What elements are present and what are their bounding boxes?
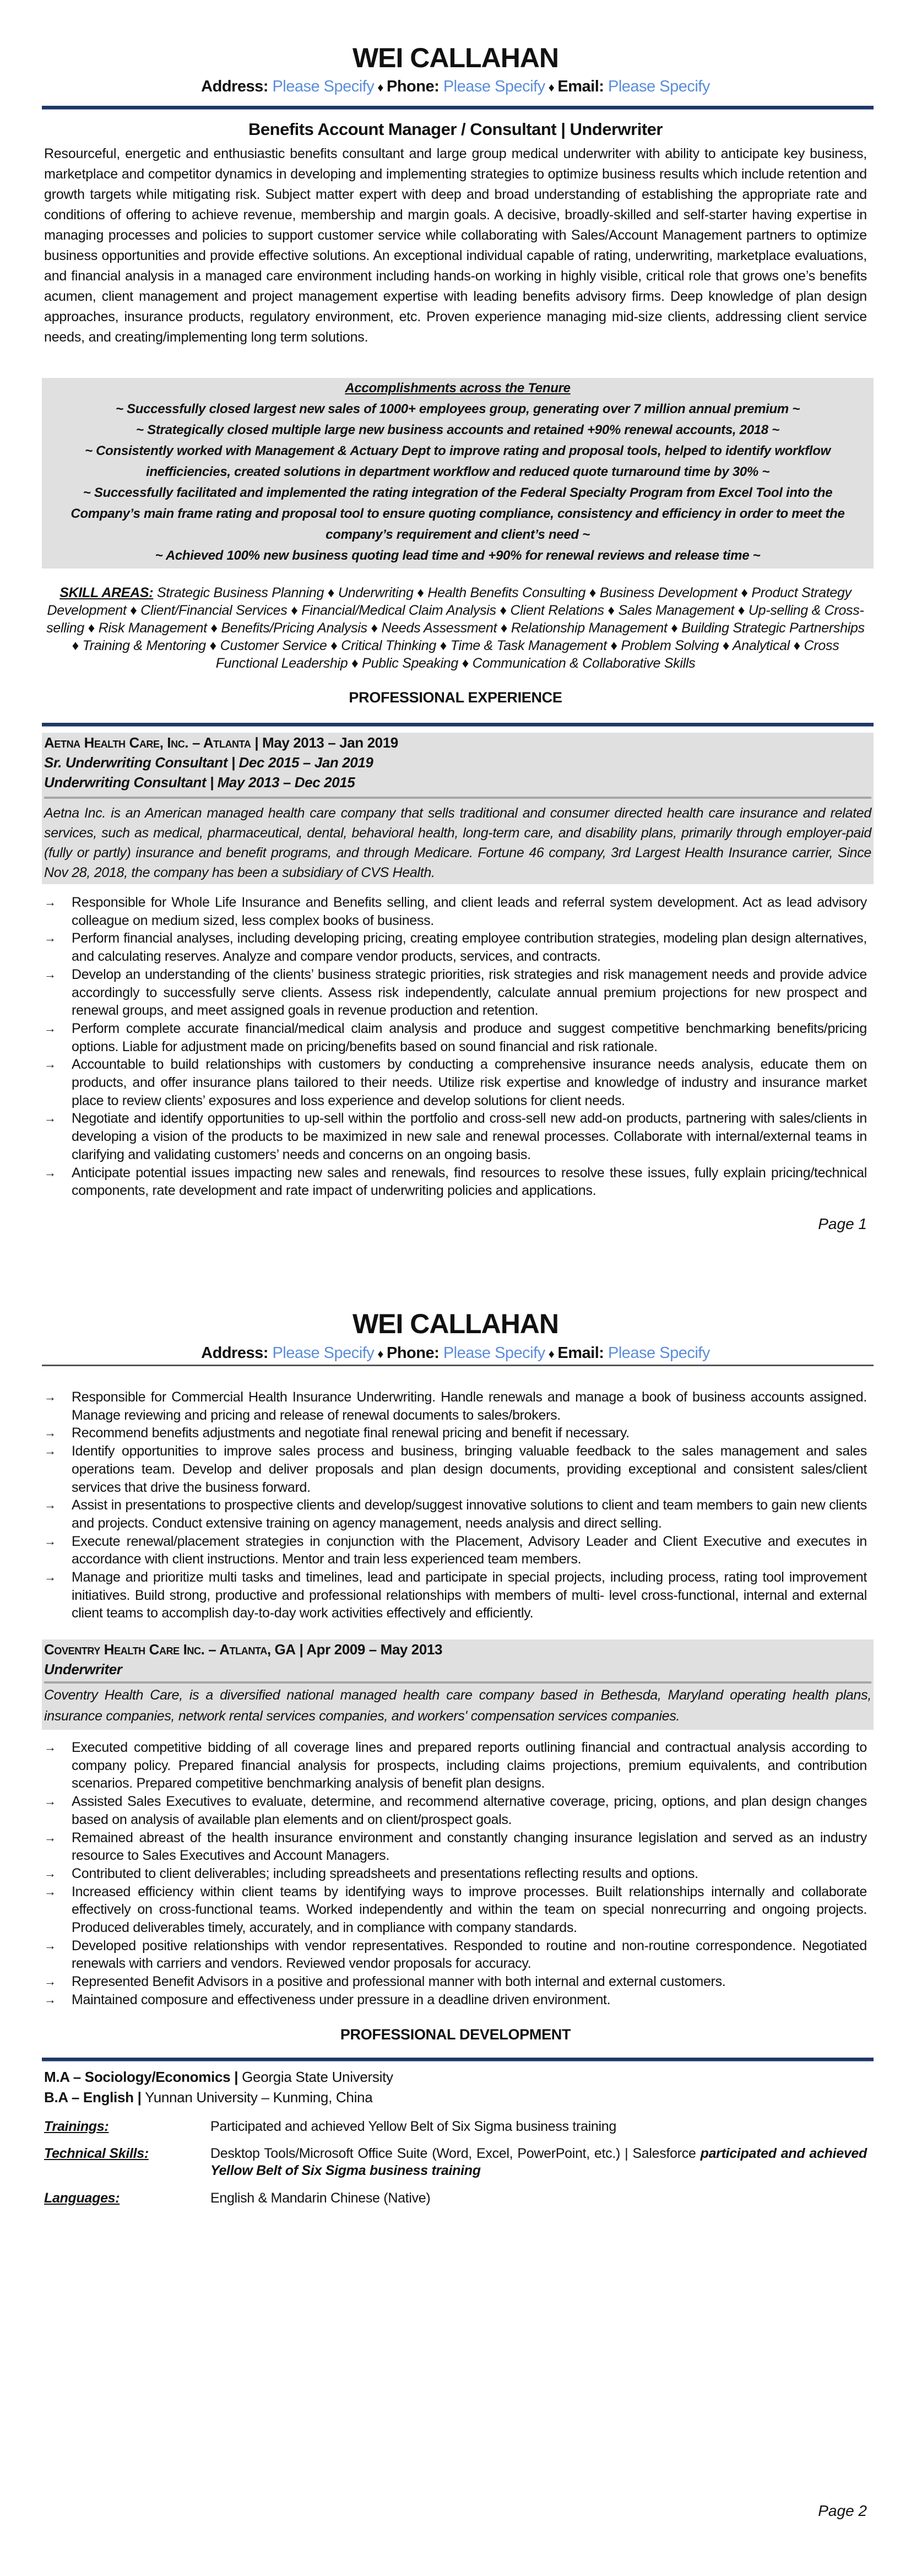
bullet-item (44, 894, 867, 929)
contact-line (44, 75, 867, 99)
bullet-item (44, 1973, 867, 1991)
candidate-name: WEI CALLAHAN (352, 42, 559, 73)
address-value: Please Specify (272, 1344, 375, 1362)
coventry-responsibilities (44, 1739, 867, 2009)
phone-label: Phone: (387, 78, 440, 95)
bullet-item (44, 1739, 867, 1793)
bullet-text: Increased efficiency within client teams by identifying ways to improve processes. Built relationships internally and collaborate effectively on cross-functional teams. Worked independently and within the team on special nonrecurring and ongoing projects. Produced deliverables timely, accurately, and in compliance with company standards. (72, 1884, 867, 1936)
bullet-item (44, 1865, 867, 1883)
bullet-text: Responsible for Whole Life Insurance and Benefits selling, and client leads and referral system development. Act as lead advisory colleague on medium sized, less complex books of business. (72, 895, 867, 928)
bullet-text: Responsible for Commercial Health Insurance Underwriting. Handle renewals and manage a book of business accounts assigned. Manage reviewing and pricing and release of renewal documents to sales/brokers. (72, 1389, 867, 1423)
education-item: M.A – Sociology/Economics | Georgia State University (44, 2069, 393, 2085)
arrow-bullet-icon: → (44, 1390, 56, 1404)
accomplishments-list (47, 399, 868, 566)
bullet-item (44, 929, 867, 965)
bullet-text: Contributed to client deliverables; including spreadsheets and presentations reflecting results and options. (72, 1865, 698, 1881)
bullet-text: Maintained composure and effectiveness under pressure in a deadline driven environment. (72, 1991, 611, 2007)
bullet-item (44, 1829, 867, 1865)
bullet-text: Assist in presentations to prospective clients and develop/suggest innovative solutions to client and team members to gain new clients and projects. Conduct extensive training on agency management, needs analysis and direct selling. (72, 1497, 867, 1531)
bullet-list (44, 1388, 867, 1622)
bullet-text: Execute renewal/placement strategies in conjunction with the Placement, Advisory Leader and Client Executive and executes in accordance with client instructions. Mentor and train less experienced team members. (72, 1533, 867, 1567)
bullet-item (44, 1937, 867, 1973)
phone-value: Please Specify (443, 1344, 545, 1362)
accomplishment-item: ~ Consistently worked with Management & Actuary Dept to improve rating and proposal tools, helped to identify workflow inefficiencies, created solutions in department workflow and reduced quote turnaround time by 30% ~ (85, 443, 831, 479)
address-label: Address: (201, 1344, 268, 1362)
job-header-divider (44, 1681, 871, 1684)
page-number: Page 2 (818, 2502, 867, 2519)
professional-headline: Benefits Account Manager / Consultant | Underwriter (248, 120, 663, 139)
arrow-bullet-icon: → (44, 1498, 56, 1512)
bullet-text: Assisted Sales Executives to evaluate, determine, and recommend alternative coverage, pricing, options, and plan design changes based on analysis of available plan elements and on client/prospect goals. (72, 1794, 867, 1827)
job-title: Underwriter (44, 1661, 122, 1677)
arrow-bullet-icon: → (44, 1794, 56, 1809)
arrow-bullet-icon: → (44, 1992, 56, 2006)
arrow-bullet-icon: → (44, 1534, 56, 1548)
header-divider (42, 106, 874, 110)
arrow-bullet-icon: → (44, 1830, 56, 1844)
technical-skills-row (44, 2145, 867, 2179)
company-description: Coventry Health Care, is a diversified national managed health care company based in Bethesda, Maryland operating health plans, insurance companies, network rental services companies, and workers' compensation services companies. (44, 1687, 871, 1724)
bullet-text: Perform financial analyses, including developing pricing, creating employee contribution strategies, modeling plan design alternatives, and calculating reserves. Analyze and compare vendor products, services, and contracts. (72, 930, 867, 965)
contact-line (44, 1342, 867, 1365)
email-label: Email: (557, 78, 604, 95)
bullet-item (44, 1020, 867, 1056)
aetna-responsibilities-continued (44, 1388, 867, 1622)
arrow-bullet-icon: → (44, 1974, 56, 1989)
bullet-item (44, 966, 867, 1020)
arrow-bullet-icon: → (44, 1165, 56, 1179)
bullet-text: Identify opportunities to improve sales process and business, bringing valuable feedback to the sales management and sales operations team. Develop and deliver proposals and plan design documents, providing exceptional and consistent sales/client services that drive the business forward. (72, 1443, 867, 1495)
phone-value: Please Specify (443, 78, 545, 95)
bullet-text: Develop an understanding of the clients’ business strategic priorities, risk strategies and risk management needs and provide advice accordingly to successfully serve clients. Assess risk independently, calculate annual premium projections for new prospect and renewal groups, and meet assigned goals in revenue production and retention. (72, 966, 867, 1019)
education-item: B.A – English | Yunnan University – Kunming, China (44, 2089, 373, 2106)
bullet-item (44, 1056, 867, 1110)
aetna-responsibilities (44, 894, 867, 1200)
email-label: Email: (557, 1344, 604, 1362)
diamond-separator-icon: ♦ (377, 80, 383, 94)
arrow-bullet-icon: → (44, 1111, 56, 1125)
bullet-item (44, 1496, 867, 1532)
job-title: Underwriting Consultant | May 2013 – Dec 2015 (44, 774, 355, 791)
job-header-divider (44, 797, 871, 799)
job-header-coventry (42, 1639, 874, 1730)
bullet-item (44, 1442, 867, 1496)
arrow-bullet-icon: → (44, 1938, 56, 1952)
employment-dates: | May 2013 – Jan 2019 (254, 734, 398, 751)
arrow-bullet-icon: → (44, 1426, 56, 1440)
accomplishments-box (42, 378, 874, 569)
address-value: Please Specify (272, 78, 375, 95)
diamond-separator-icon: ♦ (548, 80, 555, 94)
accomplishment-item: ~ Successfully closed largest new sales of 1000+ employees group, generating over 7 million annual premium ~ (115, 402, 800, 416)
bullet-item (44, 1991, 867, 2009)
email-value: Please Specify (608, 78, 710, 95)
arrow-bullet-icon: → (44, 1740, 56, 1754)
job-title: Sr. Underwriting Consultant | Dec 2015 – Jan 2019 (44, 754, 373, 771)
education-list (44, 2067, 867, 2108)
bullet-text: Developed positive relationships with vendor representatives. Responded to routine and non-routine correspondence. Negotiated renewals with carriers and vendors. Reviewed vendor proposals for accuracy. (72, 1938, 867, 1972)
bullet-text: Perform complete accurate financial/medical claim analysis and produce and suggest competitive benchmarking benefits/pricing options. Liable for adjustment made on pricing/benefits based on sound financial and risk rationale. (72, 1020, 867, 1054)
development-divider (42, 2058, 874, 2061)
technical-skills-label: Technical Skills: (44, 2146, 149, 2161)
trainings-label: Trainings: (44, 2119, 109, 2134)
skill-areas-text: Strategic Business Planning ♦ Underwriting ♦ Health Benefits Consulting ♦ Business Development ♦ Product Strategy Development ♦ Client/Financial Services ♦ Financial/Medical Claim Analysis ♦ Client Relations ♦ Sales Management ♦ Up-selling & Cross-selling ♦ Risk Management ♦ Benefits/Pricing Analysis ♦ Needs Assessment ♦ Relationship Management ♦ Building Strategic Partnerships ♦ Training & Mentoring ♦ Customer Service ♦ Critical Thinking ♦ Time & Task Management ♦ Problem Solving ♦ Analytical ♦ Cross Functional Leadership ♦ Public Speaking ♦ Communication & Collaborative Skills (46, 585, 865, 671)
experience-divider (42, 723, 874, 727)
skill-areas (44, 584, 867, 672)
technical-skills-emphasis: participated and achieved Yellow Belt of Six Sigma business training (210, 2146, 867, 2178)
arrow-bullet-icon: → (44, 1866, 56, 1880)
skill-areas-label: SKILL AREAS: (59, 585, 154, 600)
trainings-value: Participated and achieved Yellow Belt of Six Sigma business training (210, 2119, 616, 2134)
bullet-item (44, 1110, 867, 1163)
development-heading: PROFESSIONAL DEVELOPMENT (340, 2026, 571, 2043)
page-number: Page 1 (818, 1215, 867, 1232)
company-name: Aetna Health Care, Inc. – Atlanta (44, 734, 251, 751)
employment-dates: | Apr 2009 – May 2013 (299, 1641, 443, 1658)
accomplishment-item: ~ Successfully facilitated and implemented the rating integration of the Federal Specialty Program from Excel Tool into the Company’s main frame rating and proposal tool to ensure quoting compliance, consistency and efficiency in order to meet the company’s requirement and client’s need ~ (71, 485, 845, 542)
accomplishment-item: ~ Strategically closed multiple large new business accounts and retained +90% renewal accounts, 2018 ~ (136, 423, 779, 437)
trainings-row (44, 2118, 867, 2135)
bullet-text: Accountable to build relationships with customers by conducting a comprehensive insurance needs analysis, educate them on products, and offer insurance plans tailored to their needs. Utilize risk expertise and knowledge of industry and insurance market place to review clients’ exposures and loss experience and develop solutions for client needs. (72, 1057, 867, 1108)
languages-row (44, 2190, 867, 2207)
job-header-aetna (42, 733, 874, 884)
bullet-text: Manage and prioritize multi tasks and timelines, lead and participate in special projects, including process, rating tool improvement initiatives. Build strong, productive and professional relationships with members of multi- level cross-functional, internal and external client teams to accomplish day-to-day work activities effectively and efficiently. (72, 1570, 867, 1621)
accomplishment-item: ~ Achieved 100% new business quoting lead time and +90% for renewal reviews and release time ~ (155, 548, 761, 563)
bullet-list (44, 894, 867, 1200)
arrow-bullet-icon: → (44, 1057, 56, 1071)
accomplishments-heading: Accomplishments across the Tenure (345, 381, 571, 396)
bullet-item (44, 1883, 867, 1937)
bullet-text: Anticipate potential issues impacting new sales and renewals, find resources to resolve these issues, fully explain pricing/technical components, rate development and rate impact of underwriting policies and applications. (72, 1165, 867, 1199)
bullet-item (44, 1424, 867, 1442)
arrow-bullet-icon: → (44, 1444, 56, 1458)
arrow-bullet-icon: → (44, 1570, 56, 1584)
bullet-text: Executed competitive bidding of all coverage lines and prepared reports outlining financial and contractual analysis according to company policy. Prepared financial analysis for prospects, including claims projections, premium equivalents, and contribution scenarios. Prepared competitive benchmarking analysis of benefit plan designs. (72, 1740, 867, 1792)
bullet-item (44, 1388, 867, 1424)
arrow-bullet-icon: → (44, 931, 56, 945)
bullet-text: Negotiate and identify opportunities to up-sell within the portfolio and cross-sell new add-on products, partnering with sales/clients in developing a vision of the products to be maximized in new sale and renewal processes. Collaborate with internal/external teams in clarifying and validating customers’ needs and concerns on an ongoing basis. (72, 1111, 867, 1162)
bullet-text: Represented Benefit Advisors in a positive and professional manner with both internal and external customers. (72, 1974, 726, 1990)
bullet-item (44, 1793, 867, 1828)
diamond-separator-icon: ♦ (548, 1347, 555, 1361)
diamond-separator-icon: ♦ (377, 1347, 383, 1361)
header-divider (42, 1365, 874, 1366)
arrow-bullet-icon: → (44, 967, 56, 981)
experience-heading: PROFESSIONAL EXPERIENCE (349, 689, 562, 706)
arrow-bullet-icon: → (44, 1884, 56, 1898)
bullet-item (44, 1568, 867, 1622)
arrow-bullet-icon: → (44, 1021, 56, 1035)
email-value: Please Specify (608, 1344, 710, 1362)
summary-paragraph: Resourceful, energetic and enthusiastic benefits consultant and large group medical underwriter with ability to anticipate key business, marketplace and competitor dynamics in developing and implementing strategies to optimize business results which include retention and growth targets while mitigating risk. Subject matter expert with deep and broad understanding of establishing the appropriate rate and conditions of offering to achieve revenue, membership and margin goals. A decisive, broadly-skilled and self-starter having expertise in managing processes and policies to support customer service while collaborating with Sales/Account Management partners to optimize business opportunities and provide effective solutions. An exceptional individual capable of rating, underwriting, marketplace evaluations, and financial analysis in a managed care environment including hands-on working in highly visible, critical role that grows one’s benefits acumen, client management and project management expertise with leading benefits advisory firms. Deep knowledge of plan design approaches, insurance products, regulatory environment, etc. Proven experience managing mid-size clients, addressing client service needs, and creating/implementing long term solutions. (44, 146, 867, 345)
bullet-text: Recommend benefits adjustments and negotiate final renewal pricing and benefit if necessary. (72, 1425, 630, 1441)
bullet-item (44, 1164, 867, 1200)
languages-value: English & Mandarin Chinese (Native) (210, 2190, 431, 2206)
company-description: Aetna Inc. is an American managed health care company that sells traditional and consumer directed health care insurance and related services, such as medical, pharmaceutical, dental, behavioral health, long-term care, and disability plans, primarily through employer-paid (fully or partly) insurance and benefit programs, and through Medicare. Fortune 46 company, 3rd Largest Health Insurance carrier, Since Nov 28, 2018, the company has been a subsidiary of CVS Health. (44, 805, 871, 880)
bullet-text: Remained abreast of the health insurance environment and constantly changing insurance legislation and served as an industry resource to Sales Executives and Account Managers. (72, 1830, 867, 1864)
address-label: Address: (201, 78, 268, 95)
languages-label: Languages: (44, 2190, 120, 2206)
arrow-bullet-icon: → (44, 895, 56, 909)
bullet-item (44, 1533, 867, 1568)
candidate-name: WEI CALLAHAN (352, 1308, 559, 1339)
technical-skills-value: Desktop Tools/Microsoft Office Suite (Word, Excel, PowerPoint, etc.) | Salesforce (210, 2146, 696, 2161)
bullet-list (44, 1739, 867, 2009)
phone-label: Phone: (387, 1344, 440, 1362)
company-name: Coventry Health Care Inc. – Atlanta, GA (44, 1641, 296, 1658)
